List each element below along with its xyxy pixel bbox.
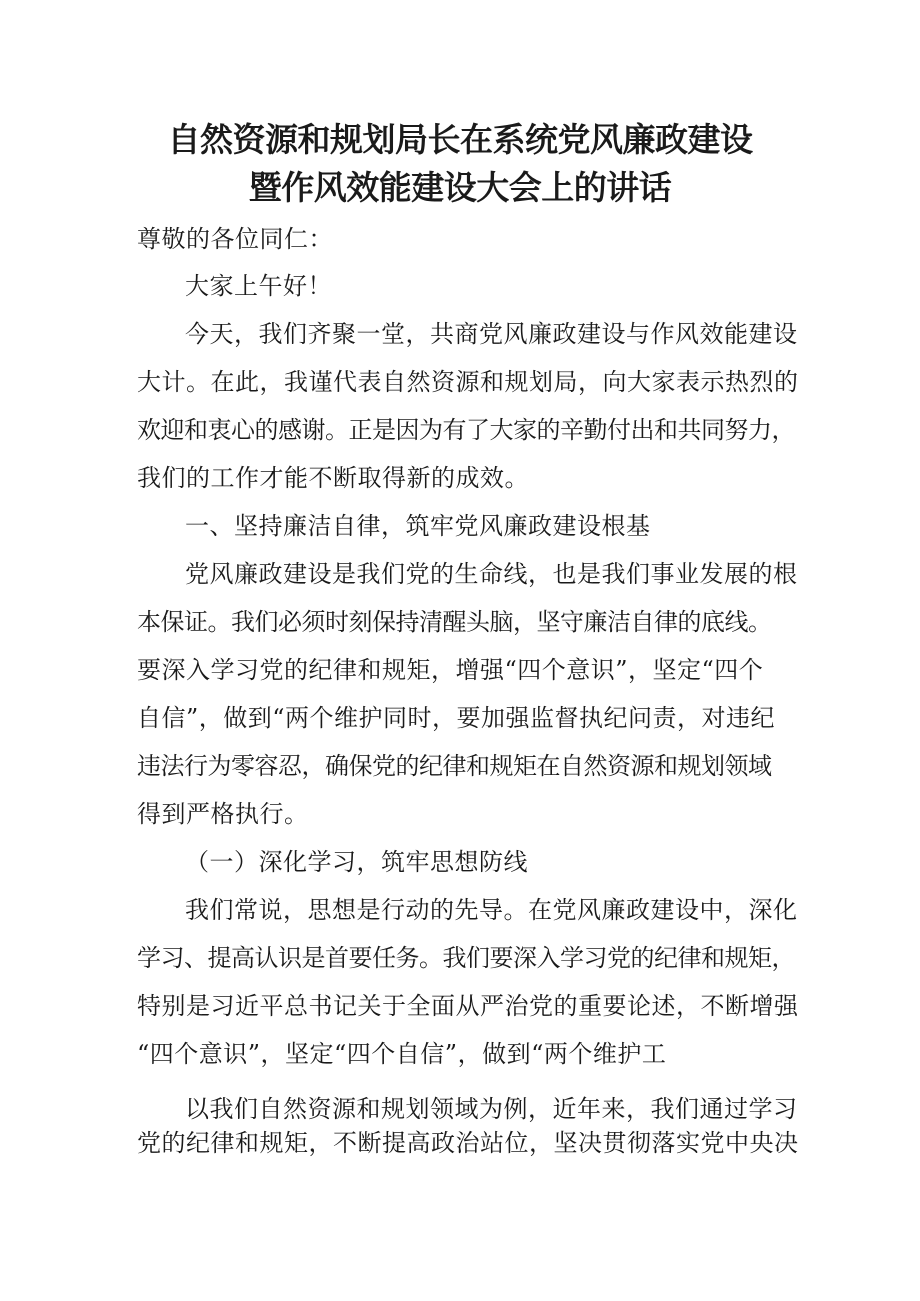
paragraph-line: “四个意识”，坚定“四个自信”，做到“两个维护工	[137, 1040, 667, 1068]
paragraph-line: 我们常说，思想是行动的先导。在党风廉政建设中，深化	[185, 896, 798, 924]
greeting: 大家上午好！	[185, 272, 332, 300]
paragraph-line: 大计。在此，我谨代表自然资源和规划局，向大家表示热烈的	[137, 368, 799, 396]
paragraph-line: 党风廉政建设是我们党的生命线，也是我们事业发展的根	[185, 560, 798, 588]
paragraph-line: 自信”，做到“两个维护同时，要加强监督执纪问责，对违纪	[137, 704, 776, 732]
paragraph-line: 得到严格执行。	[137, 800, 309, 828]
paragraph-line: 本保证。我们必须时刻保持清醒头脑，坚守廉洁自律的底线。	[137, 608, 772, 636]
paragraph-line: 要深入学习党的纪律和规矩，增强“四个意识”，坚定“四个	[137, 656, 764, 684]
salutation: 尊敬的各位同仁：	[137, 225, 333, 253]
paragraph-line: 党的纪律和规矩，不断提高政治站位，坚决贯彻落实党中央决	[137, 1129, 799, 1157]
paragraph-line: 特别是习近平总书记关于全面从严治党的重要论述，不断增强	[137, 992, 799, 1020]
title-line-2: 暨作风效能建设大会上的讲话	[248, 168, 672, 207]
paragraph-line: 以我们自然资源和规划领域为例，近年来，我们通过学习	[185, 1095, 798, 1123]
paragraph-line: 欢迎和衷心的感谢。正是因为有了大家的辛勤付出和共同努力，	[137, 416, 795, 444]
paragraph-line: 违法行为零容忍，确保党的纪律和规矩在自然资源和规划领域	[137, 752, 772, 780]
title-line-1: 自然资源和规划局长在系统党风廉政建设	[167, 120, 753, 159]
paragraph-line: 我们的工作才能不断取得新的成效。	[137, 464, 529, 492]
section-heading-1: 一、坚持廉洁自律，筑牢党风廉政建设根基	[185, 512, 651, 540]
paragraph-line: 学习、提高认识是首要任务。我们要深入学习党的纪律和规矩，	[137, 944, 795, 972]
paragraph-line: 今天，我们齐聚一堂，共商党风廉政建设与作风效能建设	[185, 320, 798, 348]
subsection-heading-1: （一）深化学习，筑牢思想防线	[185, 848, 528, 876]
